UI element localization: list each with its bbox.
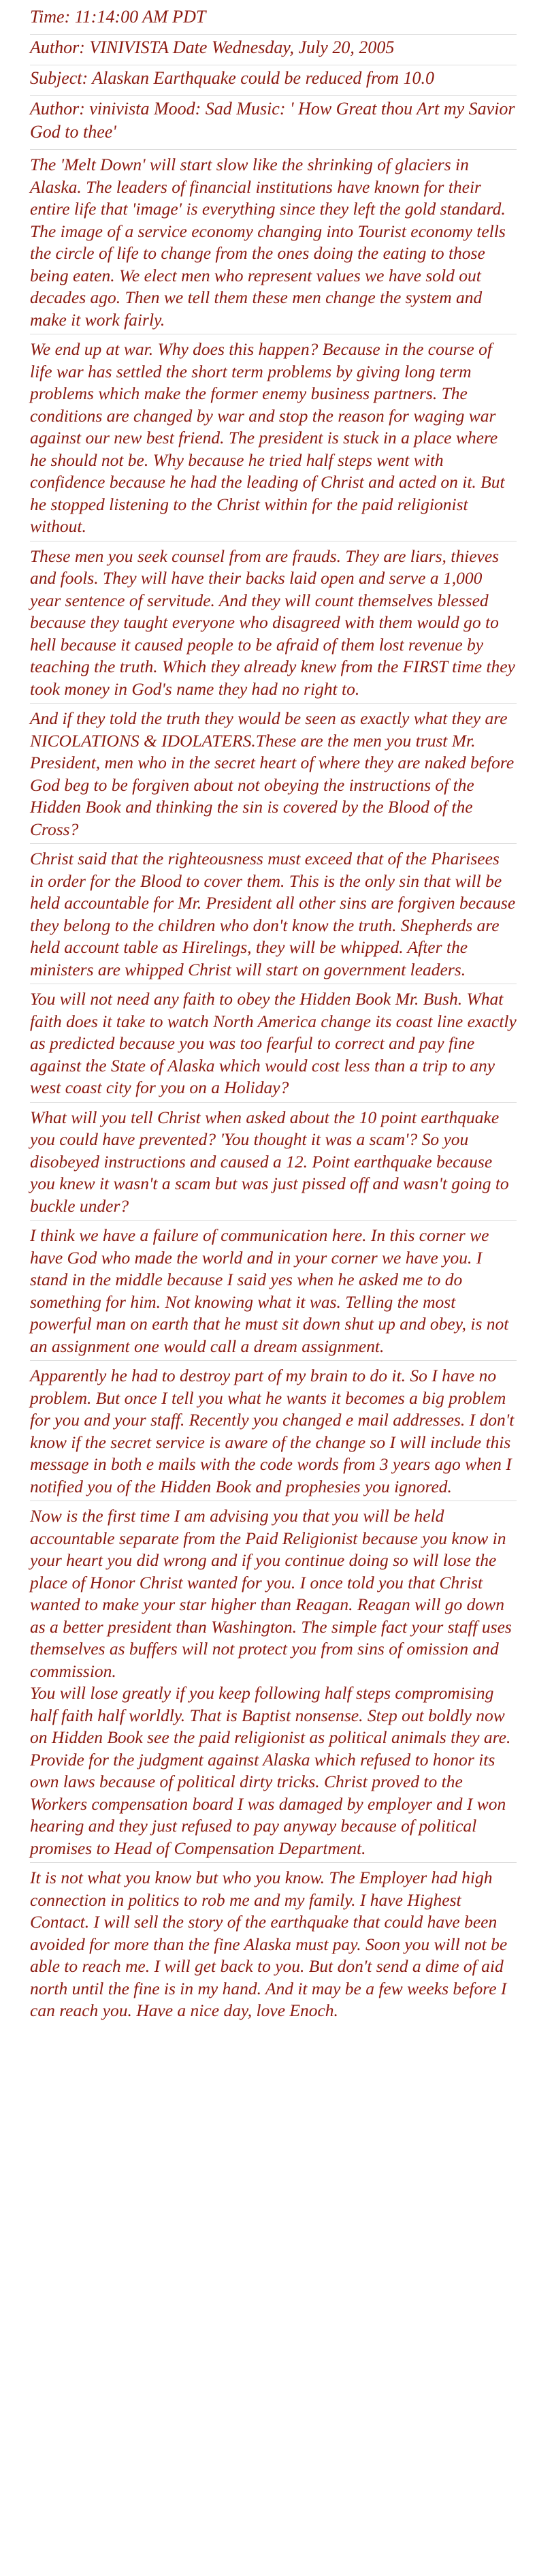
entry-author-date: Author: VINIVISTA Date Wednesday, July 20, 2005 [30, 35, 517, 65]
body-paragraph-11: You will lose greatly if you keep following half steps compromising half faith half worldly. That is Baptist nonsense. Step out boldly now on Hidden Book see the paid religionist as political animals they are. Provide for the judgment against Alaska which refused to honor its own laws because of political dirty tricks. Christ proved to the Workers compensation board I was damaged by employer and I won hearing and they just refused to pay anyway because of political promises to Head of Compensation Department. [30, 1682, 517, 1863]
body-paragraph-3: These men you seek counsel from are frauds. They are liars, thieves and fools. They will have their backs laid open and serve a 1,000 year sentence of servitude. And they will count themselves blessed because they taught everyone who disagreed with them would go to hell because it caused people to be afraid of them lost revenue by teaching the truth. Which they already knew from the FIRST time they took money in God's name they had no right to. [30, 541, 517, 704]
body-paragraph-6: You will not need any faith to obey the Hidden Book Mr. Bush. What faith does it take to watch North America change its coast line exactly as predicted because you was too fearful to correct and pay fine against the State of Alaska which would cost less than a trip to any west coast city for you on a Holiday? [30, 984, 517, 1103]
entry-subject: Subject: Alaskan Earthquake could be reduced from 10.0 [30, 65, 517, 96]
body-paragraph-12: It is not what you know but who you know. The Employer had high connection in politics to rob me and my family. I have Highest Contact. I will sell the story of the earthquake that could have been avoided for more than the fine Alaska must pay. Soon you will not be able to reach me. I will get back to you. But don't send a dime of aid north until the fine is in my hand. And it may be a few weeks before I can reach you. Have a nice day, love Enoch. [30, 1868, 508, 2020]
body-paragraph-10: Now is the first time I am advising you that you will be held accountable separate from the Paid Religionist because you know in your heart you did wrong and if you continue doing so will lose the place of Honor Christ wanted for you. I once told you that Christ wanted to make your star higher than Reagan. Reagan will go down as a better president than Washington. The simple fact your staff uses themselves as buffers will not protect you from sins of omission and commission. [30, 1506, 512, 1681]
body-paragraph-9: Apparently he had to destroy part of my brain to do it. So I have no problem. But once I tell you what he wants it becomes a big problem for you and your staff. Recently you changed e mail addresses. I don't know if the secret service is aware of the change so I will include this message in both e mails with the code words from 3 years ago when I notified you of the Hidden Book and prophesies you ignored. [30, 1361, 517, 1501]
body-paragraph-8: I think we have a failure of communication here. In this corner we have God who made the world and in your corner we have you. I stand in the middle because I said yes when he asked me to do something for him. Not knowing what it was. Telling the most powerful man on earth that he must sit down shut up and obey, is not an assignment one would call a dream assignment. [30, 1221, 517, 1361]
body-paragraph-4: And if they told the truth they would be seen as exactly what they are NICOLATIONS & IDOLATERS.These are the men you trust Mr. President, men who in the secret heart of where they are naked before God beg to be forgiven about not obeying the instructions of the Hidden Book and thinking the sin is covered by the Blood of the Cross? [30, 704, 517, 844]
body-paragraph-2: We end up at war. Why does this happen? Because in the course of life war has settled the short term problems by giving long term problems which make the former enemy business partners. The conditions are changed by war and stop the reason for waging war against our new best friend. The president is stuck in a place where he should not be. Why because he tried half steps went with confidence because he had the leading of Christ and acted on it. But he stopped listening to the Christ within for the paid religionist without. [30, 334, 517, 541]
entry-time: Time: 11:14:00 AM PDT [30, 4, 517, 35]
entry-author-mood: Author: vinivista Mood: Sad Music: ' How Great thou Art my Savior God to thee' [30, 96, 517, 150]
body-paragraph-5: Christ said that the righteousness must exceed that of the Pharisees in order for the Blood to cover them. This is the only sin that will be held accountable for Mr. President all other sins are forgiven because they belong to the children who don't know the truth. Shepherds are held account table as Hirelings, they will be whipped. After the ministers are whipped Christ will start on government leaders. [30, 844, 517, 984]
body-paragraph-7: What will you tell Christ when asked about the 10 point earthquake you could have prevented? 'You thought it was a scam'? So you disobeyed instructions and caused a 12. Point earthquake because you knew it wasn't a scam but was just pissed off and wasn't going to buckle under? [30, 1103, 517, 1221]
body-paragraph-1: The 'Melt Down' will start slow like the shrinking of glaciers in Alaska. The leaders of financial institutions have known for their entire life that 'image' is everything since they left the gold standard. The image of a service economy changing into Tourist economy tells the circle of life to change from the ones doing the eating to those being eaten. We elect men who represent values we have sold out decades ago. Then we tell them these men change the system and make it work fairly. [30, 150, 517, 334]
